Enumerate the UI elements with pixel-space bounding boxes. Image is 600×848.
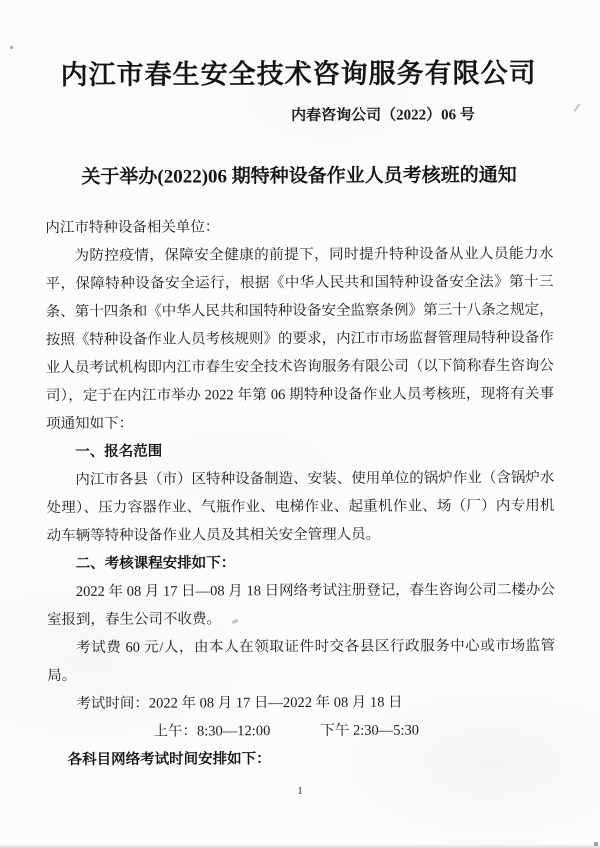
section-1-paragraph: 内江市各县（市）区特种设备制造、安装、使用单位的锅炉作业（含锅炉水处理）、压力容器作业、气瓶作业、电梯作业、起重机作业、场（厂）内专用机动车辆等特种设备作业人员及其相关安全管理人员。 [46, 469, 555, 545]
scan-artifact-slash [574, 103, 581, 112]
scan-artifact-dot [10, 46, 13, 49]
intro-paragraph: 为防控疫情，保障安全健康的前提下，同时提升特种设备从业人员能力水平，保障特种设备安全运行，根据《中华人民共和国特种设备安全法》第十三条、第十四条和《中华人民共和国特种设备安全监察条例》第三十八条之规定，按照《特种设备作业人员考核规则》的要求，内江市市场监督管理局特种设备作业人员考试机构即内江市春生安全技术咨询服务有限公司（以下简称春生咨询公司），定于在内江市举办 2022 年第 06 期特种设备作业人员考核班，现将有关事项通知如下： [45, 245, 555, 433]
scan-edge-shadow [0, 844, 600, 848]
exam-morning-time: 上午：8:30—12:00 [153, 723, 271, 740]
section-2-heading: 二、考核课程安排如下： [75, 555, 236, 572]
exam-session-times [47, 716, 555, 746]
salutation: 内江市特种设备相关单位： [45, 219, 220, 237]
schedule-note: 各科目网络考试时间安排如下： [67, 751, 271, 769]
exam-time-line: 考试时间：2022 年 08 月 17 日—2022 年 08 月 18 日 [76, 694, 403, 712]
section-1-heading: 一、报名范围 [75, 443, 163, 460]
company-title: 内江市春生安全技术咨询服务有限公司 [60, 57, 537, 91]
exam-afternoon-time: 下午 2:30—5:30 [320, 722, 420, 739]
page-number: 1 [297, 785, 303, 797]
document-number: 内春咨询公司（2022）06 号 [291, 107, 475, 125]
notice-heading: 关于举办(2022)06 期特种设备作业人员考核班的通知 [81, 165, 517, 188]
document-content [44, 0, 555, 774]
section-2-paragraph-registration: 2022 年 08 月 17 日—08 月 18 日网络考试注册登记，春生咨询公司二楼办公室报到，春生公司不收费。 [46, 581, 555, 629]
section-2-paragraph-fee: 考试费 60 元/人，由本人在领取证件时交各县区行政服务中心或市场监管局。 [47, 637, 556, 685]
document-body [45, 212, 555, 774]
